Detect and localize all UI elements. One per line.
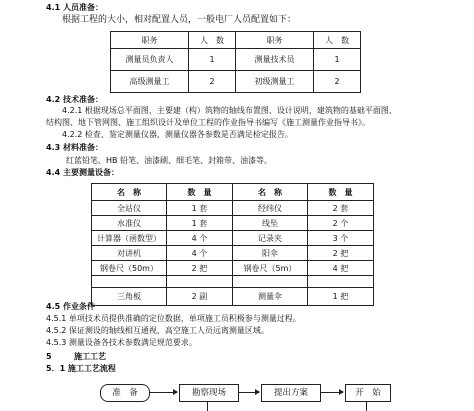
equip-cell: 2 套	[308, 201, 374, 216]
section-5-title: 施工工艺	[74, 352, 106, 361]
flow-arrow	[150, 392, 177, 393]
section-5-1-heading: 5．1 施工工艺流程	[46, 364, 116, 373]
equip-cell: 线坠	[233, 216, 308, 231]
equipment-table	[91, 183, 374, 306]
equip-cell: 阳伞	[233, 246, 308, 261]
equip-cell: 经纬仪	[233, 201, 308, 216]
staff-cell: 初级测量工	[236, 71, 314, 93]
staff-cell: 测量员负责人	[111, 49, 189, 71]
table-row	[92, 246, 374, 261]
staff-header-cell: 职务	[236, 32, 314, 49]
equip-cell: 4 个	[167, 231, 233, 246]
equip-cell: 2 副	[167, 288, 233, 306]
section-4-3-heading: 4.3 材料准备：	[46, 143, 103, 152]
staff-cell: 1	[189, 49, 236, 71]
equip-cell: 1 套	[167, 201, 233, 216]
equip-cell: 1 套	[167, 216, 233, 231]
flow-connector	[366, 401, 367, 411]
section-4-1-heading: 4.1 人员准备：	[46, 3, 103, 12]
staff-cell: 2	[189, 71, 236, 93]
table-row	[92, 201, 374, 216]
section-4-1-intro: 根据工程的大小，相对配置人员，一般电厂人员配置如下：	[62, 15, 297, 25]
staff-header-cell: 人 数	[314, 32, 361, 49]
equip-cell: 4 把	[308, 261, 374, 276]
section-4-2-heading: 4.2 技术准备：	[46, 95, 103, 104]
table-row	[92, 216, 374, 231]
flow-arrow	[239, 392, 259, 393]
section-4-5-line-2: 4.5.2 保证测设的轴线相互通视，高空施工人员远离测量区域。	[46, 326, 269, 335]
equip-cell: 2 把	[167, 261, 233, 276]
equip-header-cell: 数 量	[308, 184, 374, 201]
equip-cell: 2 把	[308, 246, 374, 261]
equip-cell: 计算器（函数型）	[92, 231, 167, 246]
staff-cell: 1	[314, 49, 361, 71]
equip-header-cell: 数 量	[167, 184, 233, 201]
equip-cell: 水准仪	[92, 216, 167, 231]
equip-cell: 钢卷尺（50m）	[92, 261, 167, 276]
section-4-2-line-1: 4.2.1 根据现场总平面图，主要建（构）筑物的轴线布置图、设计说明，建筑物的基础平面图、	[62, 106, 397, 115]
staff-header-cell: 人 数	[189, 32, 236, 49]
equip-cell: 测量伞	[233, 288, 308, 306]
flow-step-start: 开 始	[345, 384, 391, 402]
section-4-5-line-1: 4.5.1 单项技术员提供准确的定位数据，单项施工员积极参与测量过程。	[46, 314, 301, 323]
staff-cell: 测量技术员	[236, 49, 314, 71]
equip-cell: 记录夹	[233, 231, 308, 246]
section-4-4-heading: 4.4 主要测量设备：	[46, 168, 119, 177]
equip-cell: 全站仪	[92, 201, 167, 216]
flow-step-survey-site: 勘察现场	[179, 384, 239, 402]
equip-header-cell: 名 称	[233, 184, 308, 201]
table-row	[92, 261, 374, 276]
table-row	[92, 288, 374, 306]
section-4-5-line-3: 4.5.3 测量设备各技术参数满足规范要求。	[46, 338, 197, 347]
equip-cell: 钢卷尺（5m）	[233, 261, 308, 276]
table-row	[111, 49, 361, 71]
staff-header-cell: 职务	[111, 32, 189, 49]
equip-cell: 对讲机	[92, 246, 167, 261]
section-4-5-heading: 4.5 作业条件	[46, 302, 95, 311]
section-4-3-line-1: 红蓝铅笔、HB 铅笔、油漆刷、细毛笔、封箱带、油漆等。	[66, 156, 273, 165]
equip-cell: 4 个	[167, 246, 233, 261]
flow-step-propose-plan: 提出方案	[261, 384, 321, 402]
equip-cell: 三角板	[92, 288, 167, 306]
table-row	[92, 231, 374, 246]
section-4-2-line-3: 4.2.2 检查、鉴定测量仪器，测量仪器各参数是否满足检定报告。	[62, 130, 293, 139]
equip-header-cell: 名 称	[92, 184, 167, 201]
flow-connector	[207, 401, 208, 411]
flow-arrow	[321, 392, 343, 393]
staff-table	[110, 31, 361, 93]
staff-cell: 2	[314, 71, 361, 93]
staff-cell: 高级测量工	[111, 71, 189, 93]
equip-cell: 3 个	[308, 231, 374, 246]
equip-cell: 1 把	[308, 288, 374, 306]
equip-cell: 2 个	[308, 216, 374, 231]
section-4-2-line-2: 结构图、地下管网图、施工组织设计及单位工程的作业指导书编写《施工测量作业指导书》。	[46, 118, 370, 127]
table-row	[111, 71, 361, 93]
flow-step-prepare: 准 备	[100, 384, 150, 402]
section-5-number: 5	[46, 352, 52, 361]
